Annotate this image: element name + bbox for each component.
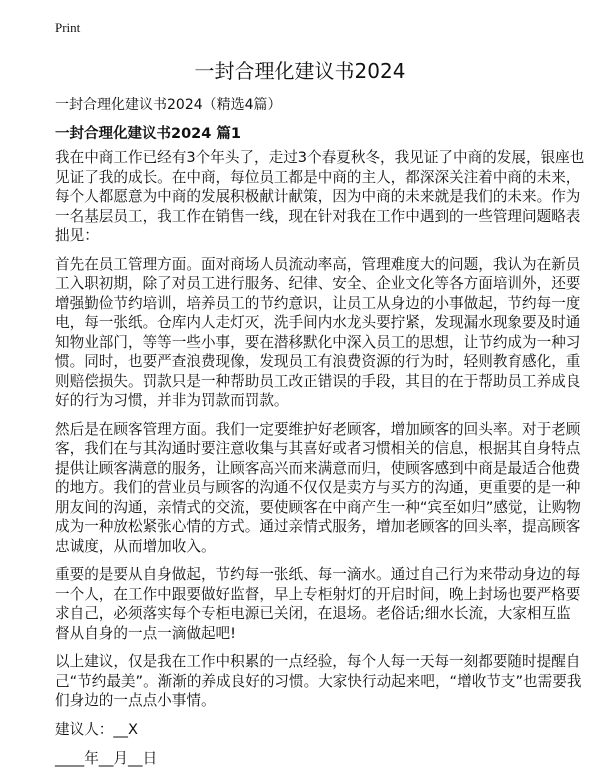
paragraph-line: 朋友间的沟通，亲情式的交流，要使顾客在中商产生一种“宾至如归”感觉，让购物 [55,498,581,516]
paragraph-line: 求自己，必须落实每个专柜电源已关闭，在退场。老俗话;细水长流，大家相互监 [55,605,571,622]
paragraph-intro [55,148,585,246]
paragraph-line: 客，我们在与其沟通时要注意收集与其喜好或者习惯相关的信息，根据其自身特点 [55,440,581,457]
paragraph-line: 我在中商工作已经有3个年头了，走过3个春夏秋冬，我见证了中商的发展，银座也 [55,149,585,166]
signer-line: 建议人：__X [55,720,138,738]
paragraph-line: 好的行为习惯，并非为罚款而罚款。 [55,392,289,409]
paragraph-conclusion [55,652,585,711]
paragraph-self-discipline [55,565,585,643]
paragraph-line: 每个人都愿意为中商的发展积极献计献策，因为中商的未来就是我们的未来。作为 [55,188,581,205]
paragraph-line: 知物业部门，等等一些小事，要在潜移默化中深入员工的思想，让节约成为一种习 [55,333,581,351]
paragraph-line: 一名基层员工，我工作在销售一线，现在针对我在工作中遇到的一些管理问题略表 [55,207,581,225]
section-heading: 一封合理化建议书2024 篇1 [55,126,241,142]
paragraph-line: 首先在员工管理方面。面对商场人员流动率高，管理难度大的问题，我认为在新员 [55,255,581,273]
paragraph-line: 以上建议，仅是我在工作中积累的一点经验，每个人每一天每一刻都要随时提醒自 [55,653,581,670]
paragraph-line: 电，每一张纸。仓库内人走灯灭，洗手间内水龙头要拧紧，发现漏水现象要及时通 [55,314,581,331]
paragraph-line: 的地方。我们的营业员与顾客的沟通不仅仅是卖方与买方的沟通，更重要的是一种 [55,479,581,496]
paragraph-line: 督从自身的一点一滴做起吧! [55,624,236,642]
paragraph-line: 成为一种放松紧张心情的方式。通过亲情式服务，增加老顾客的回头率，提高顾客 [55,518,581,535]
paragraph-staff-management [55,255,585,411]
paragraph-customer-management [55,420,585,557]
document-body [55,148,585,779]
paragraph-line: 见证了我的成长。在中商，每位员工都是中商的主人，都深深关注着中商的未来， [55,168,581,186]
paragraph-line: 则赔偿损失。罚款只是一种帮助员工改正错误的手段，其目的在于帮助员工养成良 [55,372,581,390]
paragraph-line: 一个人，在工作中跟要做好监督，早上专柜射灯的开启时间，晚上封场也要严格要 [55,585,581,603]
paragraph-line: 忠诚度，从而增加收入。 [55,537,216,555]
paragraph-line: 提供让顾客满意的服务，让顾客高兴而来满意而归，使顾客感到中商是最适合他费 [55,459,581,477]
paragraph-line: 们身边的一点点小事情。 [55,692,216,709]
document-subtitle: 一封合理化建议书2024（精选4篇） [55,97,282,113]
paragraph-line: 增强勤俭节约培训，培养员工的节约意识，让员工从身边的小事做起，节约每一度 [55,294,581,312]
document-title: 一封合理化建议书2024 [194,59,406,83]
paragraph-line: 拙见： [55,227,99,244]
print-link[interactable]: Print [55,20,81,35]
date-line: ____年__月__日 [55,750,158,767]
paragraph-line: 惯。同时，也要严查浪费现像，发现员工有浪费资源的行为时，轻则教育感化，重 [55,353,581,370]
paragraph-line: 重要的是要从自身做起，节约每一张纸、每一滴水。通过自己行为来带动身边的每 [55,566,581,583]
paragraph-line: 然后是在顾客管理方面。我们一定要维护好老顾客，增加顾客的回头率。对于老顾 [55,420,581,438]
paragraph-line: 己“节约最美”。渐渐的养成良好的习惯。大家快行动起来吧，“增收节支”也需要我 [55,672,582,690]
paragraph-line: 工入职初期，除了对员工进行服务、纪律、安全、企业文化等各方面培训外，还要 [55,275,581,292]
